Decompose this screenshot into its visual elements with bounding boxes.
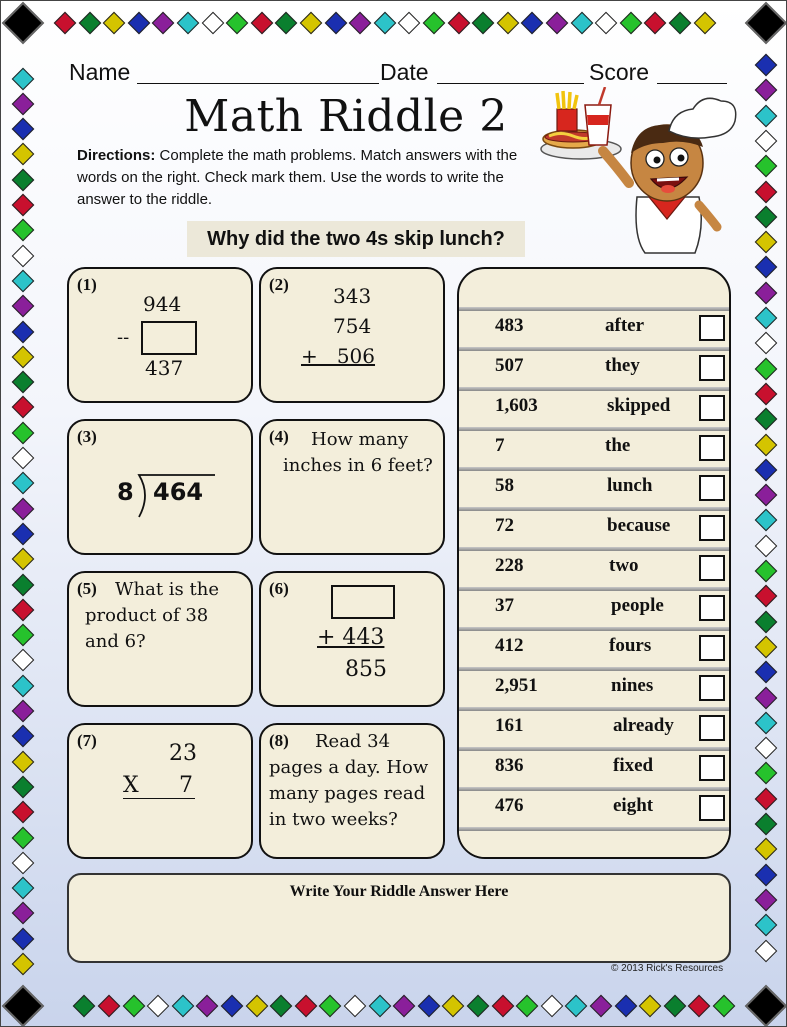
name-label: Name [69,59,131,85]
border-diamond [12,700,35,723]
word-problem-text: What is the product of 38 and 6? [85,579,219,652]
word-bank-value: 412 [495,635,524,656]
word-bank-row [459,587,731,627]
row-divider [459,307,731,311]
border-diamond [12,219,35,242]
word-bank-row [459,627,731,667]
border-diamond [755,433,778,456]
border-diamond [12,371,35,394]
check-box[interactable] [699,555,725,581]
border-diamond [12,295,35,318]
word-bank-value: 58 [495,475,514,496]
border-diamond [755,636,778,659]
border-diamond [521,12,544,35]
border-diamond [12,320,35,343]
border-diamond [196,995,219,1018]
directions-label: Directions: [77,147,156,164]
row-divider [459,467,731,471]
problem-operator: -- [117,327,130,348]
border-diamond [12,624,35,647]
problem-bottom-number: 437 [145,356,184,380]
word-bank-word: nines [611,675,654,696]
problem-top-number: 944 [143,292,182,316]
factor-bottom-row [123,773,195,799]
border-diamond [472,12,495,35]
word-bank-word: lunch [607,475,653,496]
check-box[interactable] [699,515,725,541]
word-bank-row [459,307,731,347]
word-bank-value: 483 [495,315,524,336]
problem-number: (6) [269,579,289,598]
row-divider [459,707,731,711]
border-diamond [12,548,35,571]
border-diamond [755,711,778,734]
border-diamond [755,737,778,760]
border-diamond [755,458,778,481]
border-diamond [442,995,465,1018]
word-bank-row [459,747,731,787]
row-divider [459,667,731,671]
border-diamond [423,12,446,35]
word-bank-word: eight [613,795,654,816]
riddle-question: Why did the two 4s skip lunch? [187,221,525,257]
border-diamond [152,12,175,35]
border-diamond [755,610,778,633]
page-title: Math Riddle 2 [184,91,508,142]
border-diamond [12,877,35,900]
word-bank-footer [459,827,731,859]
border-diamond [755,661,778,684]
border-diamond [12,168,35,191]
border-diamond [496,12,519,35]
border-diamond [546,12,569,35]
word-bank-word: already [613,715,674,736]
border-diamond [12,953,35,976]
riddle-answer-box[interactable] [67,873,731,963]
directions-text: Complete the math problems. Match answers with the words on the right. Check mark them. Use the words to write the answer to the riddle. [77,147,518,208]
border-diamond [12,902,35,925]
border-diamond [73,995,96,1018]
border-diamond [755,408,778,431]
border-diamond [755,787,778,810]
problem-number: (1) [77,275,97,294]
border-diamond [755,383,778,406]
border-diamond [12,497,35,520]
border-diamond [12,345,35,368]
header-fields [69,59,729,89]
date-field[interactable] [437,83,584,84]
border-diamond [12,143,35,166]
border-diamond [201,12,224,35]
border-diamond [373,12,396,35]
border-diamond [755,534,778,557]
border-diamond [98,995,121,1018]
check-box[interactable] [699,315,725,341]
border-diamond [755,205,778,228]
word-bank-value: 7 [495,435,505,456]
border-diamond [688,995,711,1018]
border-diamond [755,484,778,507]
border-diamond [755,180,778,203]
row-divider [459,347,731,351]
border-diamond [319,995,342,1018]
check-box[interactable] [699,715,725,741]
border-diamond [12,447,35,470]
check-box[interactable] [699,595,725,621]
problem-card-7 [67,723,253,859]
border-diamond [12,421,35,444]
answer-blank-box[interactable] [141,321,197,355]
word-bank-row [459,387,731,427]
problem-card-8 [259,723,445,859]
border-diamond [103,12,126,35]
border-diamond [447,12,470,35]
row-divider [459,827,731,831]
word-bank-row [459,547,731,587]
border-diamond [324,12,347,35]
border-diamond [755,281,778,304]
border-diamond [755,914,778,937]
border-diamond [467,995,490,1018]
border-diamond [755,863,778,886]
check-box[interactable] [699,435,725,461]
word-problem-text: How many inches in 6 feet? [283,429,433,476]
border-diamond [12,523,35,546]
border-diamond [12,750,35,773]
problem-number: (4) [269,427,289,446]
border-diamond [12,270,35,293]
word-bank-value: 2,951 [495,675,538,696]
border-diamond [755,130,778,153]
row-divider [459,787,731,791]
word-bank-word: the [605,435,631,456]
word-bank-word: after [605,315,645,336]
problem-number: (2) [269,275,289,294]
row-divider [459,627,731,631]
problem-card-4 [259,419,445,555]
word-bank-row [459,347,731,387]
border-diamond [417,995,440,1018]
border-diamond [12,396,35,419]
border-corner-diamond [2,985,44,1027]
word-bank-value: 1,603 [495,395,538,416]
row-divider [459,587,731,591]
score-field[interactable] [657,83,727,84]
border-diamond [669,12,692,35]
border-diamond [12,725,35,748]
border-diamond [300,12,323,35]
border-diamond [755,585,778,608]
border-diamond [54,12,77,35]
copyright: © 2013 Rick's Resources [611,963,724,974]
border-diamond [393,995,416,1018]
border-diamond [349,12,372,35]
multiply-sign: X [123,773,139,798]
word-bank-row [459,787,731,827]
word-bank-word: fixed [613,755,654,776]
border-diamond [693,12,716,35]
border-diamond [755,509,778,532]
problem-number: (8) [269,731,289,750]
check-box[interactable] [699,475,725,501]
border-diamond [12,826,35,849]
border-diamond [147,995,170,1018]
border-diamond [755,889,778,912]
check-box[interactable] [699,395,725,421]
sum: 855 [345,657,387,682]
date-label: Date [380,59,429,85]
border-diamond [713,995,736,1018]
addend-2: 754 [333,314,372,338]
border-diamond [619,12,642,35]
border-diamond [755,79,778,102]
word-bank-row [459,467,731,507]
name-field[interactable] [137,83,379,84]
border-diamond [245,995,268,1018]
border-diamond [12,67,35,90]
border-diamond [755,838,778,861]
border-diamond [221,995,244,1018]
border-diamond [177,12,200,35]
border-corner-diamond [745,985,787,1027]
check-box[interactable] [699,635,725,661]
factor-top: 23 [169,741,197,766]
border-diamond [12,92,35,115]
border-diamond [755,104,778,127]
word-bank-value: 507 [495,355,524,376]
chef-illustration [533,87,743,257]
border-diamond [663,995,686,1018]
problem-number: (3) [77,427,97,446]
border-diamond [12,598,35,621]
border-diamond [78,12,101,35]
word-bank-word: two [609,555,639,576]
row-divider [459,427,731,431]
border-corner-diamond [745,2,787,44]
word-bank-value: 228 [495,555,524,576]
border-diamond [614,995,637,1018]
word-bank-value: 72 [495,515,514,536]
border-diamond [250,12,273,35]
border-diamond [294,995,317,1018]
divisor: 8 [117,478,134,506]
border-diamond [755,686,778,709]
border-diamond [127,12,150,35]
word-bank-word: fours [609,635,652,656]
border-diamond [595,12,618,35]
border-diamond [275,12,298,35]
word-bank-word: because [607,515,671,536]
border-diamond [516,995,539,1018]
border-diamond [12,118,35,141]
border-diamond [570,12,593,35]
border-diamond [12,776,35,799]
border-diamond [755,762,778,785]
problem-number: (5) [77,579,97,598]
border-diamond [398,12,421,35]
border-diamond [491,995,514,1018]
border-diamond [565,995,588,1018]
row-divider [459,507,731,511]
check-box[interactable] [699,755,725,781]
word-bank-row [459,427,731,467]
word-bank-word: skipped [607,395,671,416]
border-diamond [755,231,778,254]
border-diamond [12,194,35,217]
score-label: Score [589,59,650,85]
word-bank [457,267,731,859]
border-diamond [755,357,778,380]
border-diamond [755,560,778,583]
border-diamond [755,939,778,962]
problem-card-2 [259,267,445,403]
border-diamond [171,995,194,1018]
row-divider [459,547,731,551]
border-diamond [12,573,35,596]
border-diamond [12,674,35,697]
border-diamond [755,307,778,330]
border-diamond [755,813,778,836]
word-bank-word: they [605,355,640,376]
border-diamond [12,927,35,950]
border-diamond [540,995,563,1018]
problem-card-1 [67,267,253,403]
problem-number: (7) [77,731,97,750]
border-diamond [12,851,35,874]
border-diamond [270,995,293,1018]
word-bank-row [459,707,731,747]
border-diamond [12,472,35,495]
border-diamond [590,995,613,1018]
addend-3: + 506 [301,344,376,368]
problem-card-6 [259,571,445,707]
border-diamond [755,54,778,77]
word-problem-text: Read 34 pages a day. How many pages read in two weeks? [269,731,429,830]
dividend: 464 [153,478,204,506]
factor-bottom: 7 [179,773,193,798]
addend-1: 343 [333,284,372,308]
border-corner-diamond [2,2,44,44]
border-diamond [639,995,662,1018]
border-diamond [12,649,35,672]
border-diamond [12,801,35,824]
border-diamond [644,12,667,35]
answer-box-label: Write Your Riddle Answer Here [289,883,509,900]
border-diamond [226,12,249,35]
directions [77,145,527,211]
row-divider [459,387,731,391]
word-bank-row [459,667,731,707]
check-box[interactable] [699,675,725,701]
border-diamond [344,995,367,1018]
addend: + 443 [317,625,385,650]
row-divider [459,747,731,751]
word-bank-value: 836 [495,755,524,776]
word-bank-value: 161 [495,715,524,736]
border-diamond [755,155,778,178]
check-box[interactable] [699,795,725,821]
border-diamond [12,244,35,267]
check-box[interactable] [699,355,725,381]
border-diamond [755,332,778,355]
word-bank-row [459,507,731,547]
border-diamond [368,995,391,1018]
word-bank-word: people [611,595,664,616]
border-diamond [755,256,778,279]
problem-card-5 [67,571,253,707]
word-bank-value: 37 [495,595,514,616]
problem-card-3 [67,419,253,555]
answer-blank-box[interactable] [331,585,395,619]
word-bank-value: 476 [495,795,524,816]
border-diamond [122,995,145,1018]
